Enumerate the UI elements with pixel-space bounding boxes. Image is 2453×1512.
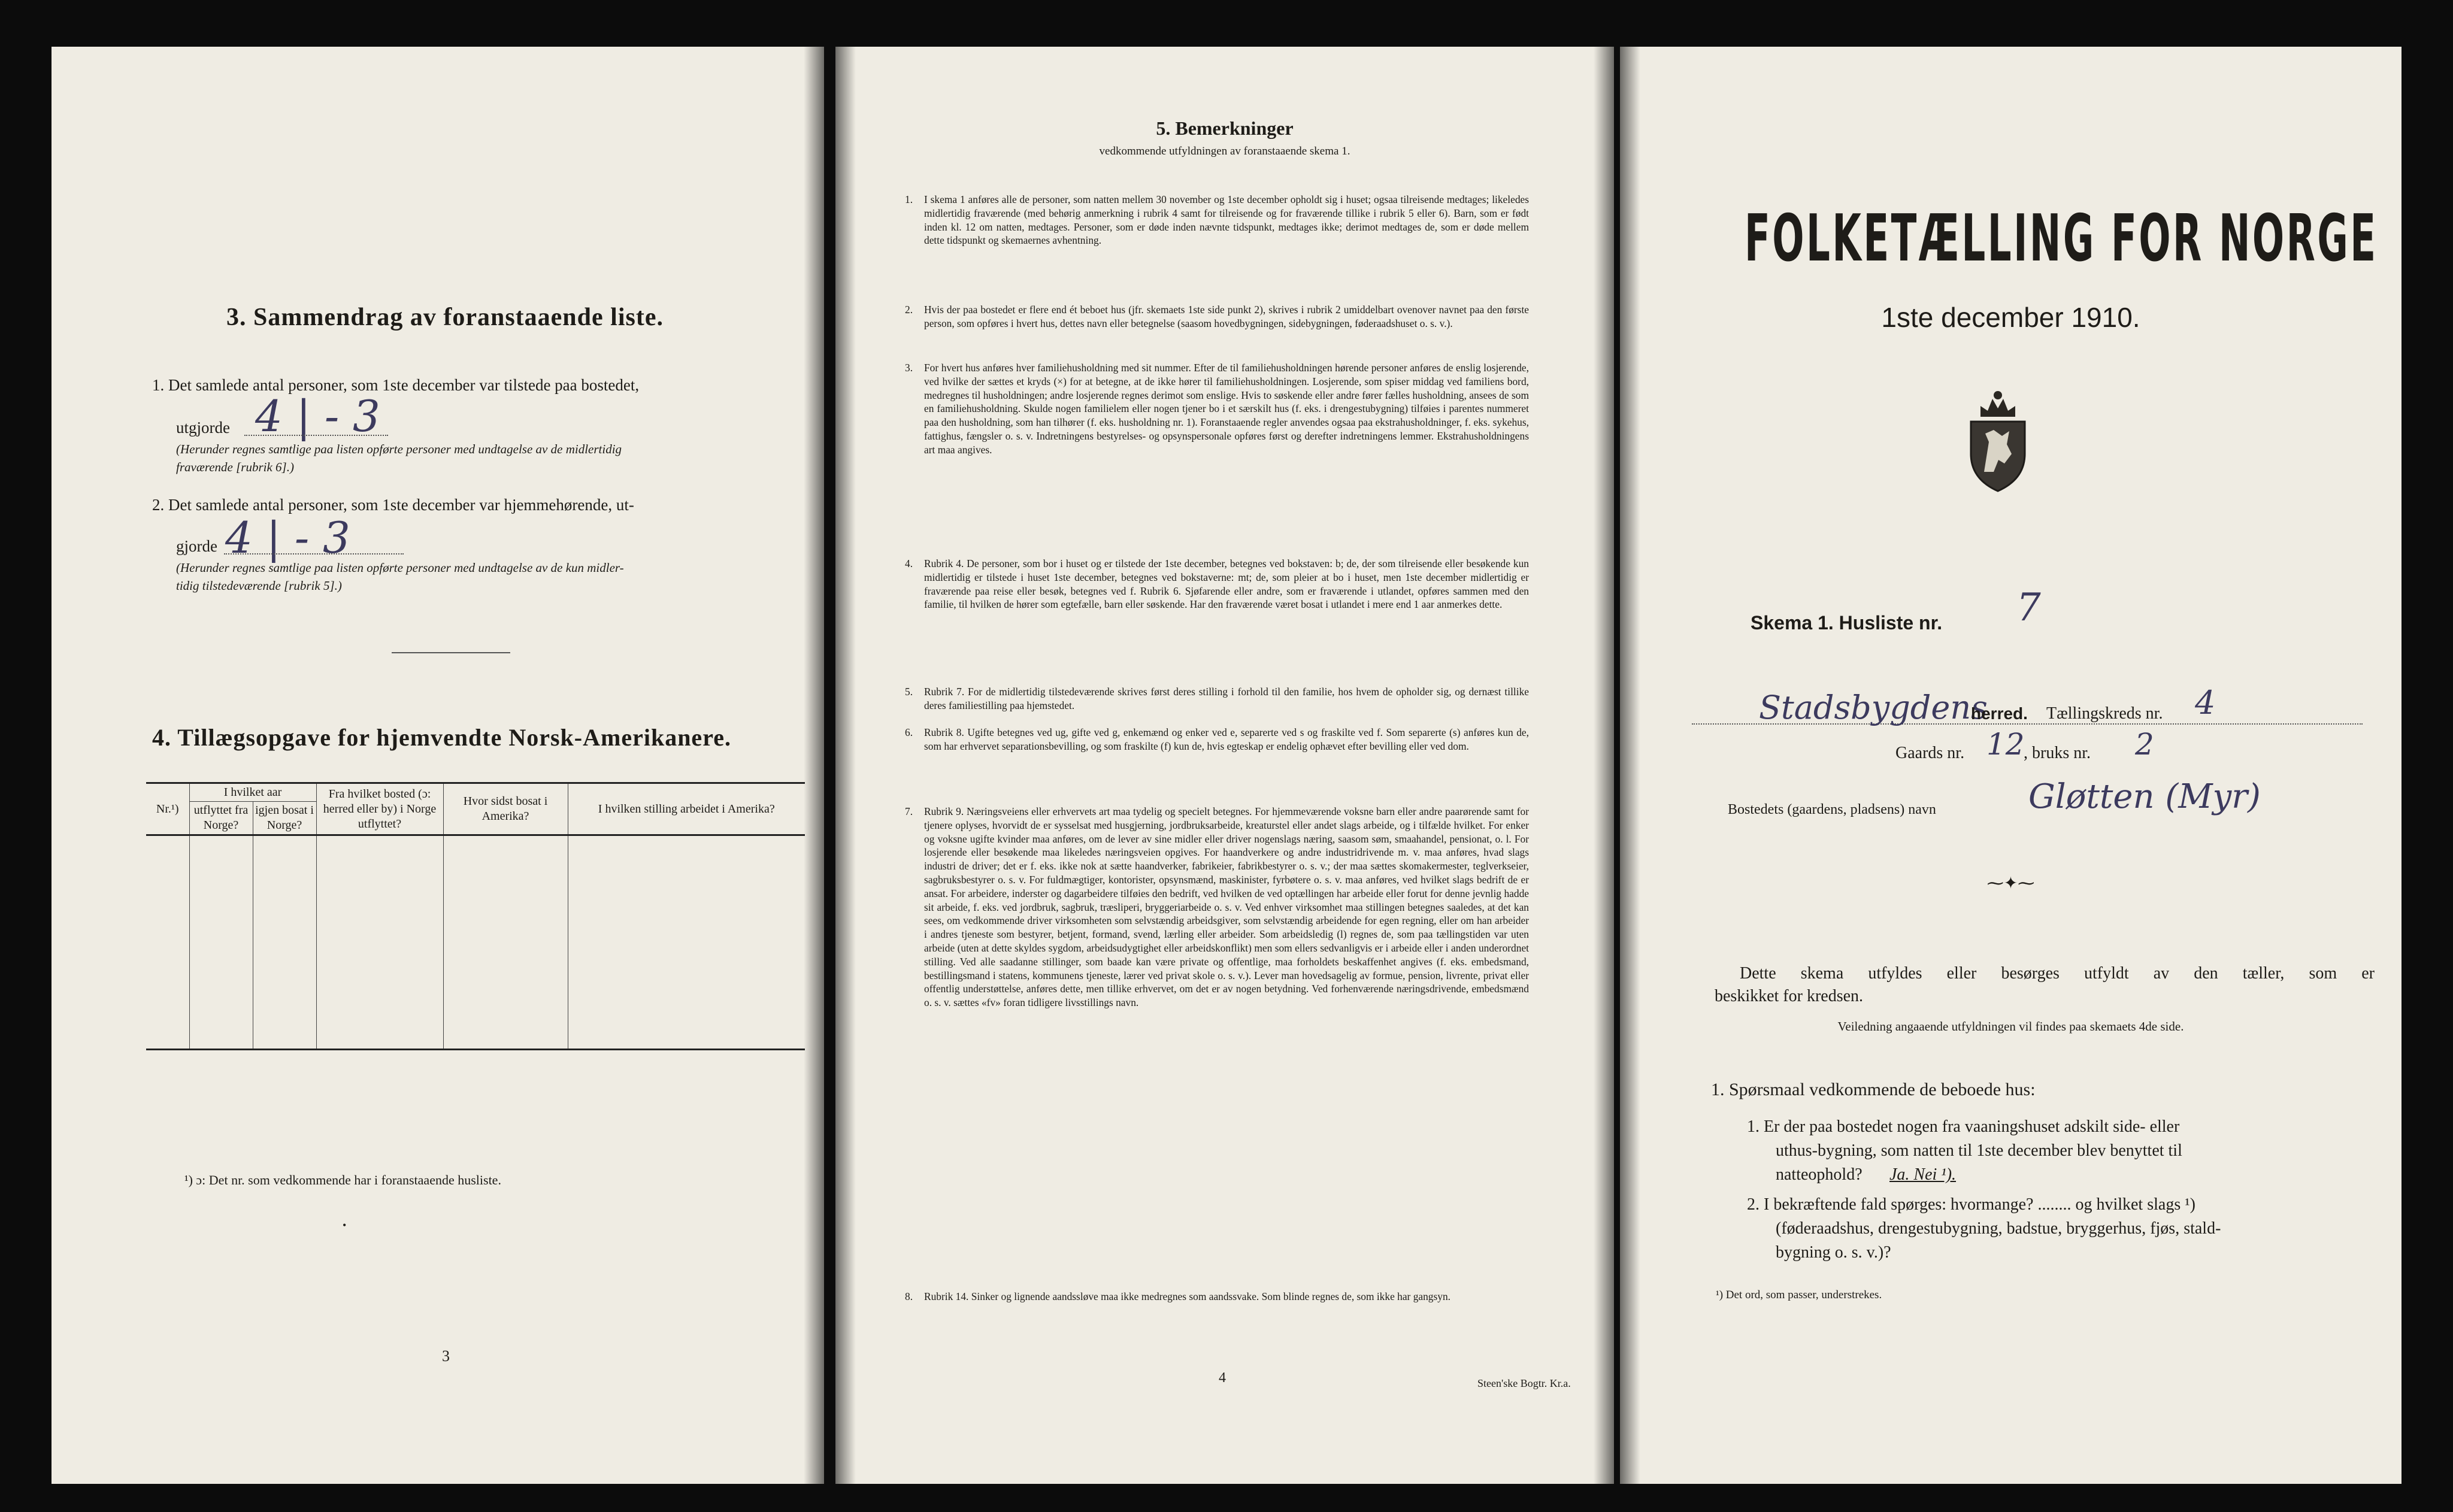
table-row — [146, 1006, 805, 1050]
bruks-label: , bruks nr. — [2024, 744, 2091, 762]
remark-item-4: 4. Rubrik 4. De personer, som bor i huset og er tilstede der 1ste december, betegnes ved bokstaven: b; de, der som tilreisende eller besøkende kun midlertidig er tilstede i huset 1ste december, betegnes ved bokstaverne: mt; de, som pleier at bo i huset, men 1ste december midlertidig er fraværende paa reise eller besøk, betegnes ved f. Rubrik 6. Sjøfarende eller andre, som er fraværende i utlandet, opføres sammen med den familie, til hvilken de hører som egtefælle, barn eller søskende. Har den fraværende været bosat i utlandet i mere end 1 aar anmerkes dette. — [905, 557, 1529, 611]
remark-item-7: 7. Rubrik 9. Næringsveiens eller erhvervets art maa tydelig og specielt betegnes. For hjemmeværende voksne barn eller andre paarørende samt for tjenere oplyses, hvorvidt de er sysselsat med husgjerning, jordbruksarbeide, kreaturstel eller andet slags arbeide, og i tilfælde hvilket. For enker og voksne ugifte kvinder maa anføres, om de lever av sine midler eller driver nogenslags næring, saasom søm, smaahandel, pensionat, o. l. For losjerende eller besøkende maa likeledes næringsveien opgives. For haandverkere og andre industridrivende m. v. maa anføres, hvad slags industri de driver; det er f. eks. ikke nok at sætte haandverker, fabrikeier, fabrikbestyrer o. s. v.; der maa sættes skomakermester, teglverkseier, sagbruksbestyrer o. s. v. For fuldmægtiger, kontorister, opsynsmænd, maskinister, fyrbøtere o. s. v. maa anføres, ved hvilket slags bedrift de er ansat. For arbeidere, inderster og dagarbeidere tilføies den bedrift, ved hvilken de ved optællingen har arbeide eller forut for denne jevnlig hadde sit arbeide, f. eks. ved jordbruk, sagbruk, træsliperi, bryggeriarbeide o. s. v. Ved enhver virksomhet maa stillingen betegnes saaledes, at det kan sees, om vedkommende driver virksomheten som selvstændig arbeidsgiver, som selvstændig arbeidende for egen regning, eller om han arbeider i andres tjeneste som bestyrer, betjent, formand, svend, lærling eller arbeider. Som arbeidsledig (l) regnes de, som paa tællingstiden var uten arbeide (uten at dette skyldes sygdom, arbeidsudygtighet eller arbeidskonflikt) men som ellers sedvanligvis er i arbeide eller i anden underordnet stilling. Ved alle saadanne stillinger, som baade kan være private og offentlige, maa forholdets beskaffenhet angives (f. eks. embedsmand, bestillingsmand i statens, kommunens tjeneste, lærer ved privat skole o. s. v.). Lever man hovedsagelig av formue, pension, livrente, privat eller offentlig understøttelse, anføres dette, men tillike erhvervet, om det er av nogen betydning. Ved forhenværende næringsdrivende, embedsmænd o. s. v. sættes «fv» foran tidligere livsstillings navn. — [905, 805, 1529, 1009]
col-stilling: I hvilken stilling arbeidet i Amerika? — [568, 783, 805, 835]
page-number: 3 — [442, 1347, 450, 1365]
table-row — [146, 921, 805, 963]
printer-mark: Steen'ske Bogtr. Kr.a. — [1477, 1377, 1571, 1389]
remark-item-2: 2. Hvis der paa bostedet er flere end ét beboet hus (jfr. skemaets 1ste side punkt 2), skrives i rubrik 2 umiddelbart ovenover navnet paa den første person, som opføres i hvert hus, dettes navn eller betegnelse (saasom hovedbygningen, sidebygningen, føderaadshuset o. s. v.). — [905, 304, 1529, 329]
section4-footnote: ¹) ɔ: Det nr. som vedkommende har i foranstaaende husliste. — [184, 1172, 501, 1187]
bosted-label: Bostedets (gaardens, pladsens) navn — [1728, 802, 1936, 817]
husliste-number: 7 — [2016, 586, 2041, 630]
remarks-heading: 5. Bemerkninger — [1156, 117, 1294, 139]
veiledning: Veiledning angaaende utfyldningen vil findes paa skemaets 4de side. — [1837, 1019, 2184, 1034]
question-1-line-2: uthus-bygning, som natten til 1ste december blev benyttet til — [1776, 1141, 2182, 1160]
questions-heading: 1. Spørsmaal vedkommende de beboede hus: — [1711, 1080, 2036, 1099]
census-title: FOLKETÆLLING FOR NORGE — [1745, 201, 2378, 276]
remark-item-8: 8. Rubrik 14. Sinker og lignende aandssløve maa ikke medregnes som aandssvake. Som blinde regnes de, som ikke har gangsyn. — [905, 1290, 1451, 1302]
dotted-line — [224, 553, 404, 554]
question-2-line-1: 2. I bekræftende fald spørges: hvormange? ........ og hvilket slags ¹) — [1747, 1195, 2195, 1214]
section4-heading: 4. Tillægsopgave for hjemvendte Norsk-Amerikanere. — [152, 724, 731, 751]
right-page — [1620, 47, 2401, 1484]
left-page — [52, 47, 824, 1484]
page-gutter — [1594, 47, 1614, 1484]
table-row — [146, 963, 805, 1006]
section3-item2-note-1: (Herunder regnes samtlige paa listen opførte personer med undtagelse av de kun midler- — [176, 560, 624, 575]
kreds-label: Tællingskreds nr. — [2046, 704, 2163, 723]
middle-page — [835, 47, 1614, 1484]
section3-item2-handwritten: 4 | - 3 — [225, 513, 350, 563]
divider — [392, 652, 510, 653]
herred-label: herred. — [1971, 704, 2028, 723]
col-hvor: Hvor sidst bosat i Amerika? — [443, 783, 568, 835]
section3-item1-text: 1. Det samlede antal personer, som 1ste december var tilstede paa bostedet, — [152, 376, 640, 394]
section3-item1-note-1: (Herunder regnes samtlige paa listen opførte personer med undtagelse av de midlertidig — [176, 442, 622, 456]
section3-item2-utgjorde: gjorde — [176, 537, 217, 555]
section3-item1-utgjorde: utgjorde — [176, 419, 230, 437]
remarks-subheading: vedkommende utfyldningen av foranstaaende skema 1. — [1099, 145, 1350, 157]
right-footnote: ¹) Det ord, som passer, understrekes. — [1716, 1289, 1882, 1301]
question-1-line-1: 1. Er der paa bostedet nogen fra vaaningshuset adskilt side- eller — [1747, 1117, 2180, 1136]
skema-label: Skema 1. Husliste nr. — [1751, 612, 1943, 634]
gaards-value: 12 — [1986, 727, 2025, 762]
page-number: 4 — [1219, 1370, 1226, 1386]
section3-item2-text: 2. Det samlede antal personer, som 1ste december var hjemmehørende, ut- — [152, 496, 634, 514]
question-2-line-3: bygning o. s. v.)? — [1776, 1243, 1891, 1262]
gaards-label: Gaards nr. — [1895, 744, 1965, 762]
kreds-value: 4 — [2195, 684, 2216, 722]
norsk-amerikanere-table — [146, 782, 805, 1050]
page-gutter — [1620, 47, 1640, 1484]
remark-item-5: 5. Rubrik 7. For de midlertidig tilstedeværende skrives først deres stilling i forhold til den familie, hos hvem de opholder sig, og dernæst tillike deres familiestilling paa hjemstedet. — [905, 686, 1529, 711]
coat-of-arms-icon — [1963, 382, 2033, 493]
section3-item1-handwritten: 4 | - 3 — [255, 391, 380, 441]
dotted-line — [244, 435, 388, 436]
herred-value: Stadsbygdens — [1759, 689, 1988, 726]
remark-item-6: 6. Rubrik 8. Ugifte betegnes ved ug, gifte ved g, enkemænd og enker ved e, separerte ved s og fraskilte ved f. Som separerte (s) anføres kun de, som har erhvervet separationsbevilling, og som fraskilte (f) kun de, hvis egteskap er endelig ophævet efter bevilling eller ved dom. — [905, 726, 1529, 752]
bruks-value: 2 — [2135, 727, 2154, 762]
remark-item-3: 3. For hvert hus anføres hver familiehusholdning med sit nummer. Efter de til familiehusholdningen hørende personer anføres de enslig losjerende, ved hvilke der sættes et kryds (×) for at betegne, at de ikke hører til familiehusholdningen. Losjerende, som spiser middag ved familiens bord, medregnes til husholdningen; andre losjerende regnes derimot som enslige. Hvis to søskende eller andre fører fælles husholdning, ansees de som en familiehusholdning. Skulde nogen familielem eller nogen tjener bo i et særskilt hus (f. eks. i drengestubygning) tilføies i parentes nummeret paa den husholdning, som han tilhører (f. eks. husholdning nr. 1). Foranstaaende regler anvendes ogsaa paa ekstrahusholdninger, f. eks. sykehus, fattighus, fængsler o. s. v. Indretningens bestyrelses- og opsynspersonale opføres først og derefter indretningens lemmer. Ekstrahusholdningens art maa angives. — [905, 362, 1529, 456]
question-1-line-3: natteophold? — [1776, 1165, 1863, 1184]
ornament-icon: ⁓✦⁓ — [1986, 874, 2035, 893]
bosted-value: Gløtten (Myr) — [2028, 777, 2261, 816]
question-2-line-2: (føderaadshus, drengestubygning, badstue, bryggerhus, fjøs, stald- — [1776, 1219, 2221, 1238]
col-utflyttet: utflyttet fra Norge? — [189, 802, 253, 835]
section3-item1-note-2: fraværende [rubrik 6].) — [176, 460, 294, 474]
page-gutter — [804, 47, 824, 1484]
table-row — [146, 835, 805, 879]
section3-heading: 3. Sammendrag av foranstaaende liste. — [226, 304, 664, 331]
dot-mark: • — [343, 1219, 347, 1231]
remark-item-1: 1. I skema 1 anføres alle de personer, som natten mellem 30 november og 1ste december opholdt sig i huset; ogsaa tilreisende medtages; likeledes midlertidig fraværende (med behørig anmerkning i rubrik 4 samt for tilreisende og for fraværende tillike i rubrik 5 eller 6). Barn, som er født inden kl. 12 om natten, medtages. Personer, som er døde inden nævnte tidspunkt, medtages ikke; derimot medtages de, som er døde mellem dette tidspunkt og skemaernes avhentning. — [905, 193, 1529, 247]
question-1-answer: Ja. Nei ¹). — [1889, 1165, 1957, 1184]
intro-line-2: beskikket for kredsen. — [1715, 987, 1864, 1005]
table-row — [146, 878, 805, 921]
section3-item2-note-2: tidig tilstedeværende [rubrik 5].) — [176, 578, 342, 593]
col-fra: Fra hvilket bosted (ɔ: herred eller by) i Norge utflyttet? — [316, 783, 443, 835]
census-date: 1ste december 1910. — [1881, 302, 2140, 333]
col-nr: Nr.¹) — [146, 783, 189, 835]
col-group-aar: I hvilket aar — [189, 783, 316, 802]
col-igjen: igjen bosat i Norge? — [253, 802, 316, 835]
intro-line-1: Dette skema utfyldes eller besørges utfyldt av den tæller, som er — [1740, 964, 2375, 983]
page-gutter — [835, 47, 856, 1484]
